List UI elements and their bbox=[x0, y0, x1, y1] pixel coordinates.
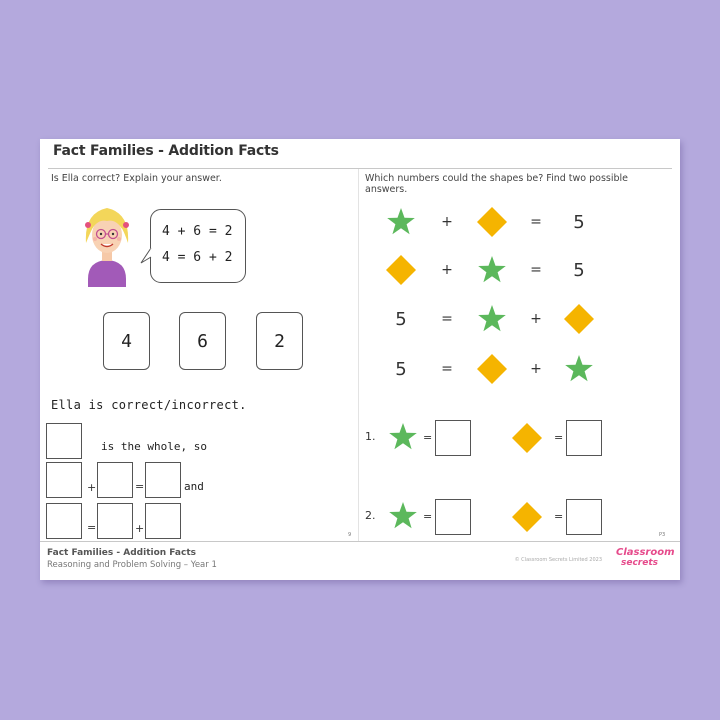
title-divider bbox=[48, 168, 672, 169]
answer-box[interactable] bbox=[46, 462, 82, 498]
column-divider bbox=[358, 169, 359, 541]
equals-sign: = bbox=[554, 431, 564, 444]
star-icon bbox=[383, 204, 419, 240]
diamond-icon bbox=[511, 422, 543, 454]
number-value: 5 bbox=[573, 259, 585, 281]
answer-box[interactable] bbox=[566, 420, 602, 456]
star-icon bbox=[388, 501, 418, 531]
footer-title: Fact Families - Addition Facts bbox=[47, 548, 196, 558]
page-title: Fact Families - Addition Facts bbox=[53, 143, 279, 159]
and-text: and bbox=[184, 480, 204, 493]
question-right: Which numbers could the shapes be? Find two possible answers. bbox=[365, 173, 628, 195]
speech-bubble-tail bbox=[140, 247, 154, 269]
plus-sign: + bbox=[135, 522, 145, 535]
answer-box[interactable] bbox=[435, 420, 471, 456]
equals-sign: = bbox=[554, 510, 564, 523]
star-icon bbox=[474, 252, 510, 288]
page-number-right: P3 bbox=[659, 532, 666, 538]
diamond-icon bbox=[383, 252, 419, 288]
answer-box[interactable] bbox=[145, 462, 181, 498]
equals-sign: = bbox=[423, 431, 433, 444]
number-card: 4 bbox=[103, 312, 150, 370]
star-icon bbox=[474, 301, 510, 337]
question-left: Is Ella correct? Explain your answer. bbox=[51, 173, 222, 184]
ella-answer-line: Ella is correct/incorrect. bbox=[51, 398, 247, 412]
star-icon bbox=[561, 351, 597, 387]
page-number-left: 9 bbox=[348, 532, 352, 538]
classroom-secrets-logo: Classroom secrets bbox=[616, 547, 675, 568]
answer-label-1: 1. bbox=[365, 430, 376, 443]
worksheet bbox=[40, 139, 680, 580]
equals-sign: = bbox=[530, 214, 542, 230]
answer-box[interactable] bbox=[145, 503, 181, 539]
plus-sign: + bbox=[441, 262, 453, 278]
bubble-line-2: 4 = 6 + 2 bbox=[162, 250, 233, 265]
equals-sign: = bbox=[441, 311, 453, 327]
answer-box[interactable] bbox=[97, 462, 133, 498]
number-card: 2 bbox=[256, 312, 303, 370]
plus-sign: + bbox=[441, 214, 453, 230]
number-card: 6 bbox=[179, 312, 226, 370]
plus-sign: + bbox=[530, 311, 542, 327]
diamond-icon bbox=[474, 351, 510, 387]
equals-sign: = bbox=[87, 521, 97, 534]
copyright-text: © Classroom Secrets Limited 2023 bbox=[514, 557, 602, 563]
equals-sign: = bbox=[441, 361, 453, 377]
equals-sign: = bbox=[530, 262, 542, 278]
equals-sign: = bbox=[135, 480, 145, 493]
speech-bubble bbox=[150, 209, 246, 283]
diamond-icon bbox=[511, 501, 543, 533]
answer-box[interactable] bbox=[46, 423, 82, 459]
answer-box[interactable] bbox=[46, 503, 82, 539]
answer-box[interactable] bbox=[435, 499, 471, 535]
number-value: 5 bbox=[395, 308, 407, 330]
star-icon bbox=[388, 422, 418, 452]
ella-avatar bbox=[80, 203, 134, 287]
number-value: 5 bbox=[395, 358, 407, 380]
diamond-icon bbox=[474, 204, 510, 240]
whole-text: is the whole, so bbox=[101, 440, 207, 453]
bubble-line-1: 4 + 6 = 2 bbox=[162, 224, 233, 239]
answer-box[interactable] bbox=[566, 499, 602, 535]
equals-sign: = bbox=[423, 510, 433, 523]
footer-divider bbox=[40, 541, 680, 542]
plus-sign: + bbox=[530, 361, 542, 377]
diamond-icon bbox=[561, 301, 597, 337]
plus-sign: + bbox=[87, 481, 97, 494]
number-value: 5 bbox=[573, 211, 585, 233]
answer-label-2: 2. bbox=[365, 509, 376, 522]
footer-subtitle: Reasoning and Problem Solving – Year 1 bbox=[47, 560, 217, 570]
answer-box[interactable] bbox=[97, 503, 133, 539]
